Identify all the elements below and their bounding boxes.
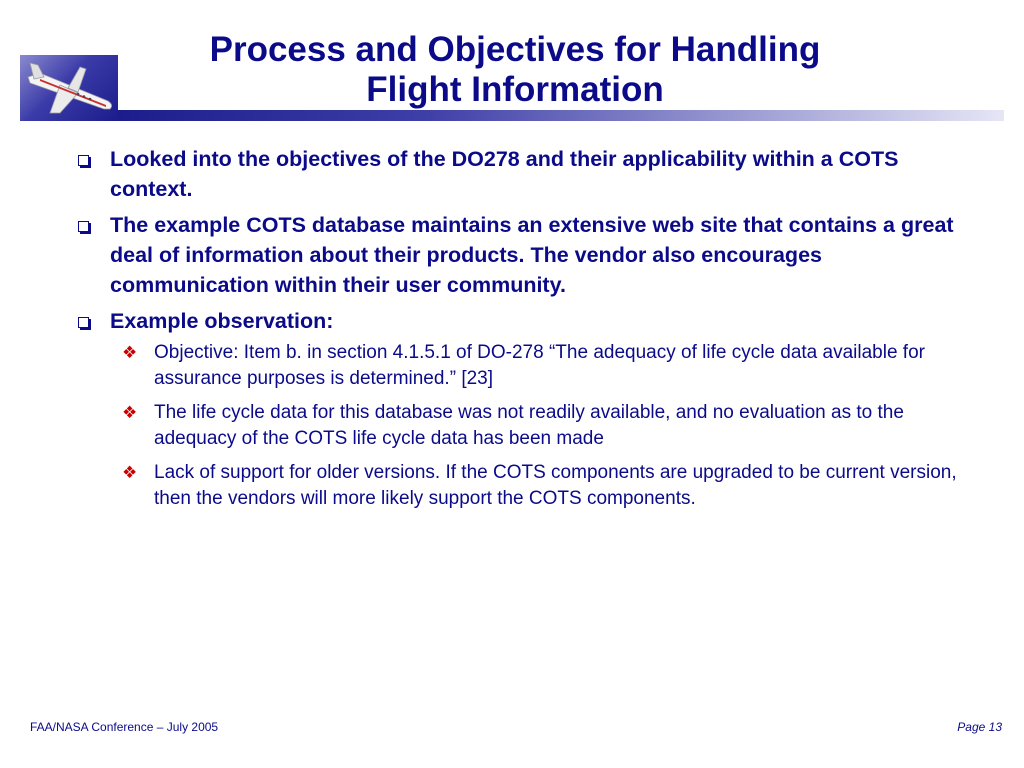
- bullet-text: The example COTS database maintains an extensive web site that contains a great deal of information about their products. The vendor also encourages communication within their user community.: [110, 213, 954, 297]
- bullet-item: [68, 210, 978, 300]
- airplane-icon: [20, 55, 118, 121]
- diamond-star-icon: ❖: [122, 463, 138, 483]
- sub-bullet-text: Objective: Item b. in section 4.1.5.1 of DO-278 “The adequacy of life cycle data available for assurance purposes is determined.” [23]: [154, 342, 925, 389]
- slide-body: [68, 144, 978, 520]
- bullet-text: Looked into the objectives of the DO278 and their applicability within a COTS context.: [110, 147, 899, 201]
- title-line-2: Flight Information: [366, 70, 664, 109]
- footer-page-number: Page 13: [957, 720, 1002, 734]
- sub-bullet-item: [68, 400, 978, 452]
- sub-bullet-item: [68, 340, 978, 392]
- bullet-item: [68, 306, 978, 336]
- airplane-logo: [20, 55, 118, 121]
- diamond-star-icon: ❖: [122, 403, 138, 423]
- title-divider: [118, 110, 1004, 121]
- bullet-item: [68, 144, 978, 204]
- slide-title: [120, 30, 910, 110]
- square-bullet-icon: [78, 155, 89, 166]
- sub-bullet-text: Lack of support for older versions. If the COTS components are upgraded to be current version, then the vendors will more likely support the COTS components.: [154, 462, 957, 509]
- footer-conference: FAA/NASA Conference – July 2005: [30, 720, 219, 734]
- bullet-text: Example observation:: [110, 309, 334, 333]
- sub-bullet-item: [68, 460, 978, 512]
- diamond-star-icon: ❖: [122, 343, 138, 363]
- square-bullet-icon: [78, 221, 89, 232]
- title-line-1: Process and Objectives for Handling: [209, 30, 821, 69]
- square-bullet-icon: [78, 317, 89, 328]
- sub-bullet-text: The life cycle data for this database was not readily available, and no evaluation as to the adequacy of the COTS life cycle data has been made: [154, 402, 904, 449]
